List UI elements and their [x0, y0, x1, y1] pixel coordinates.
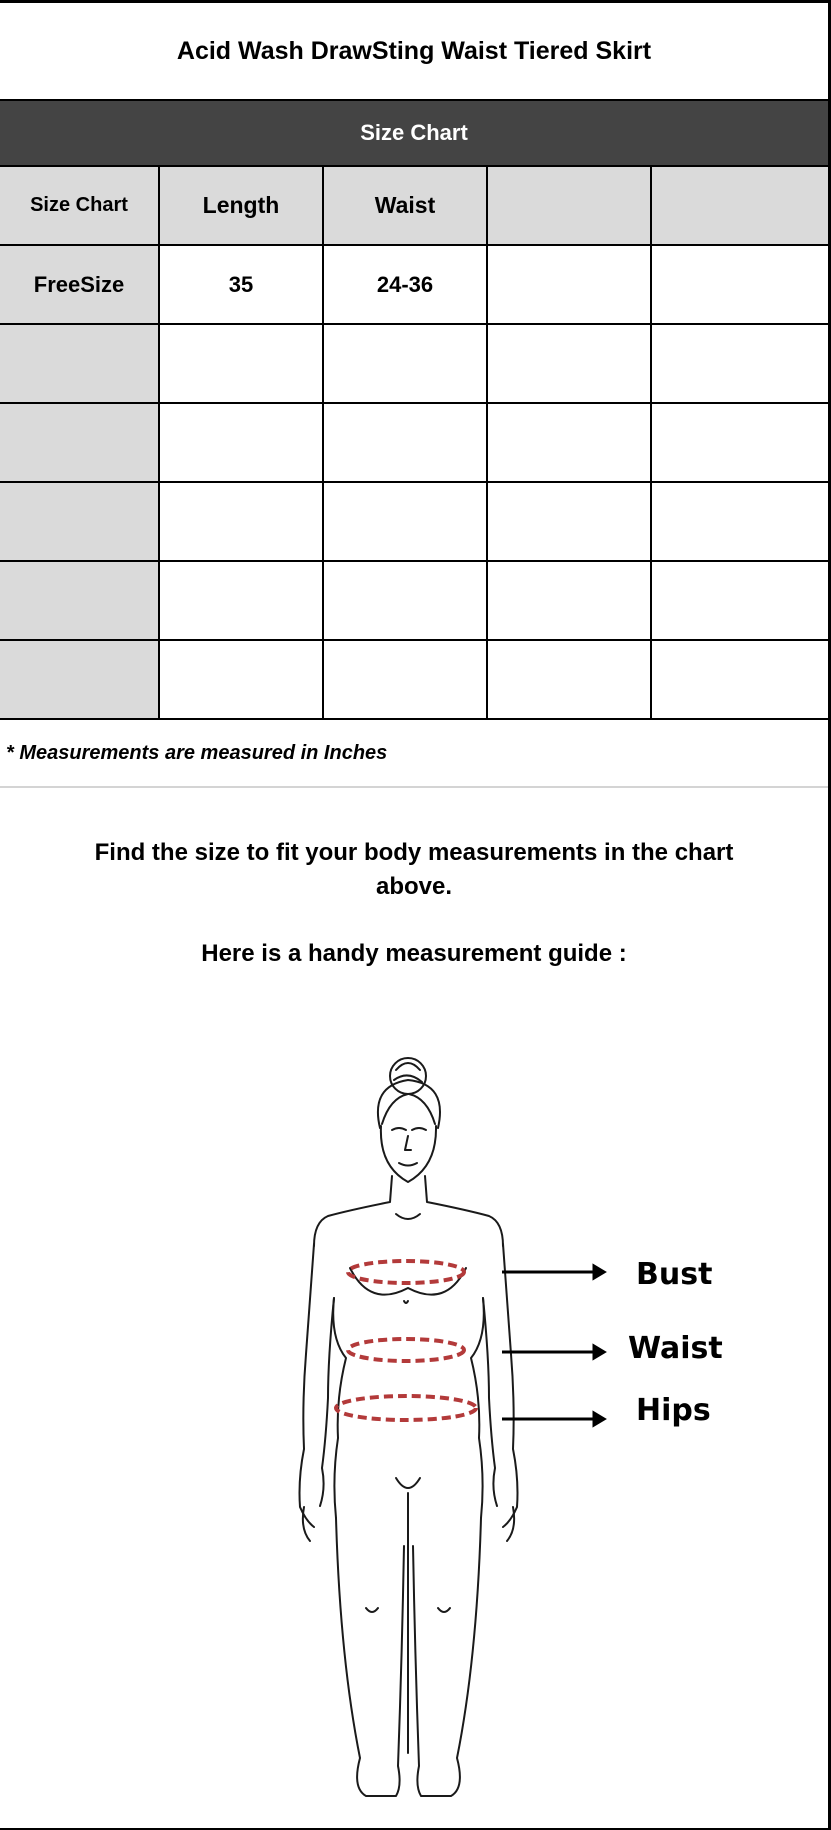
guide-subtitle: Here is a handy measurement guide :: [201, 940, 627, 967]
table-cell: 24-36: [323, 245, 487, 324]
table-cell: [323, 403, 487, 482]
table-cell: [323, 482, 487, 561]
table-cell: [651, 482, 828, 561]
hips-label: Hips: [636, 1393, 711, 1428]
table-cell: [323, 640, 487, 719]
table-cell: FreeSize: [0, 245, 159, 324]
table-cell: [323, 324, 487, 403]
table-cell: [0, 403, 159, 482]
size-chart-header: Size Chart: [0, 101, 828, 167]
table-cell: [487, 245, 651, 324]
table-cell: [487, 561, 651, 640]
table-cell: [0, 324, 159, 403]
body-measurement-figure: [0, 1048, 831, 1808]
table-row: [0, 640, 828, 719]
body-outline-illustration: [0, 1048, 831, 1808]
bust-label: Bust: [636, 1257, 713, 1292]
column-header: Waist: [323, 167, 487, 245]
column-header: Length: [159, 167, 323, 245]
table-cell: [487, 482, 651, 561]
table-cell: [651, 640, 828, 719]
table-header-row: [0, 167, 828, 245]
table-row: [0, 482, 828, 561]
measurement-unit-note: * Measurements are measured in Inches: [0, 720, 828, 788]
table-cell: [487, 640, 651, 719]
table-cell: [159, 561, 323, 640]
table-row: [0, 324, 828, 403]
table-cell: 35: [159, 245, 323, 324]
table-cell: [651, 561, 828, 640]
size-table: [0, 167, 828, 720]
table-cell: [159, 482, 323, 561]
table-cell: [0, 482, 159, 561]
table-cell: [651, 324, 828, 403]
table-cell: [651, 245, 828, 324]
table-cell: [0, 561, 159, 640]
table-cell: [651, 403, 828, 482]
guide-intro-text: Find the size to fit your body measurements in the chart above.: [94, 839, 734, 900]
table-cell: [0, 640, 159, 719]
table-cell: [159, 403, 323, 482]
table-cell: [159, 640, 323, 719]
table-cell: [159, 324, 323, 403]
table-row: [0, 403, 828, 482]
waist-label: Waist: [628, 1331, 723, 1366]
table-cell: [487, 403, 651, 482]
table-row: [0, 561, 828, 640]
column-header: [487, 167, 651, 245]
column-header: [651, 167, 828, 245]
column-header: Size Chart: [0, 167, 159, 245]
product-title: Acid Wash DrawSting Waist Tiered Skirt: [0, 3, 828, 101]
table-row: [0, 245, 828, 324]
table-cell: [323, 561, 487, 640]
table-cell: [487, 324, 651, 403]
